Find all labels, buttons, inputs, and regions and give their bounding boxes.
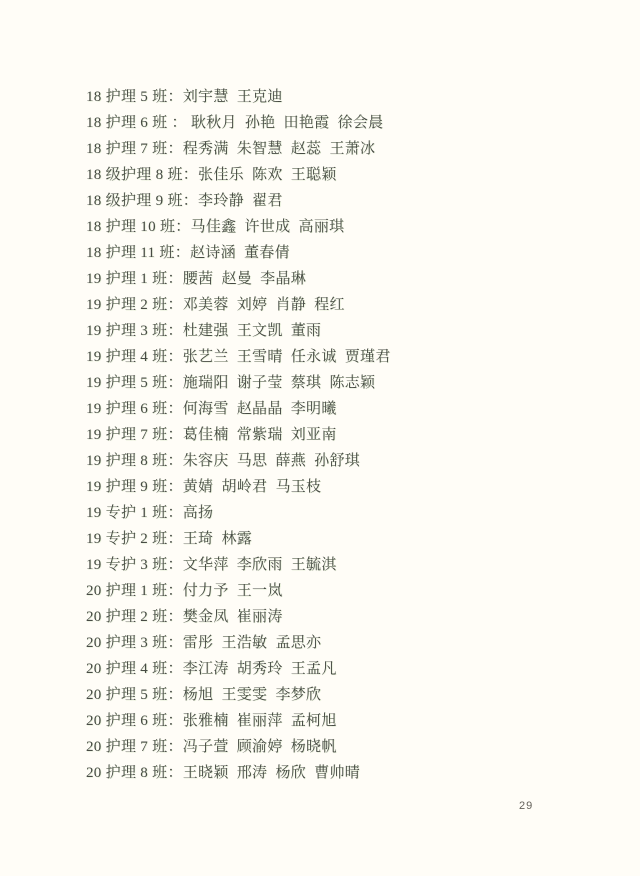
roster-line: 20 护理 2 班：樊金凤 崔丽涛 <box>86 609 283 625</box>
roster-line: 20 护理 5 班：杨旭 王雯雯 李梦欣 <box>86 687 322 703</box>
roster-line: 18 护理 5 班：刘宇慧 王克迪 <box>86 89 283 105</box>
roster-line: 18 级护理 8 班：张佳乐 陈欢 王聪颖 <box>86 167 337 183</box>
roster-line: 19 专护 1 班：高扬 <box>86 505 214 521</box>
roster-line: 19 护理 6 班：何海雪 赵晶晶 李明曦 <box>86 401 337 417</box>
roster-line: 19 专护 2 班：王琦 林露 <box>86 531 253 547</box>
roster-line: 19 专护 3 班：文华萍 李欣雨 王毓淇 <box>86 557 337 573</box>
roster-line: 20 护理 4 班：李江涛 胡秀玲 王孟凡 <box>86 661 337 677</box>
roster-line: 19 护理 4 班：张艺兰 王雪晴 任永诚 贾瑾君 <box>86 349 391 365</box>
roster-line: 19 护理 3 班：杜建强 王文凯 董雨 <box>86 323 322 339</box>
roster-line: 18 护理 7 班：程秀满 朱智慧 赵蕊 王萧冰 <box>86 141 376 157</box>
roster-line: 18 护理 10 班：马佳鑫 许世成 高丽琪 <box>86 219 345 235</box>
roster-line: 18 护理 6 班 ： 耿秋月 孙艳 田艳霞 徐会晨 <box>86 115 384 131</box>
roster-line: 19 护理 2 班：邓美蓉 刘婷 肖静 程红 <box>86 297 345 313</box>
page-number: 29 <box>519 800 534 812</box>
roster-line: 20 护理 1 班：付力予 王一岚 <box>86 583 283 599</box>
roster-line: 19 护理 7 班：葛佳楠 常紫瑞 刘亚南 <box>86 427 337 443</box>
roster-line: 20 护理 7 班：冯子萱 顾渝婷 杨晓帆 <box>86 739 337 755</box>
roster-line: 19 护理 5 班：施瑞阳 谢子莹 蔡琪 陈志颖 <box>86 375 376 391</box>
roster-line: 20 护理 6 班：张雅楠 崔丽萍 孟柯旭 <box>86 713 337 729</box>
class-roster-list <box>86 84 391 786</box>
roster-line: 20 护理 3 班：雷彤 王浩敏 孟思亦 <box>86 635 322 651</box>
roster-line: 20 护理 8 班：王晓颖 邢涛 杨欣 曹帅晴 <box>86 765 361 781</box>
roster-line: 18 级护理 9 班：李玲静 翟君 <box>86 193 283 209</box>
roster-line: 19 护理 1 班：腰茜 赵曼 李晶琳 <box>86 271 307 287</box>
roster-line: 19 护理 8 班：朱容庆 马思 薛燕 孙舒琪 <box>86 453 361 469</box>
roster-line: 19 护理 9 班：黄婧 胡岭君 马玉枝 <box>86 479 322 495</box>
roster-line: 18 护理 11 班：赵诗涵 董春倩 <box>86 245 290 261</box>
